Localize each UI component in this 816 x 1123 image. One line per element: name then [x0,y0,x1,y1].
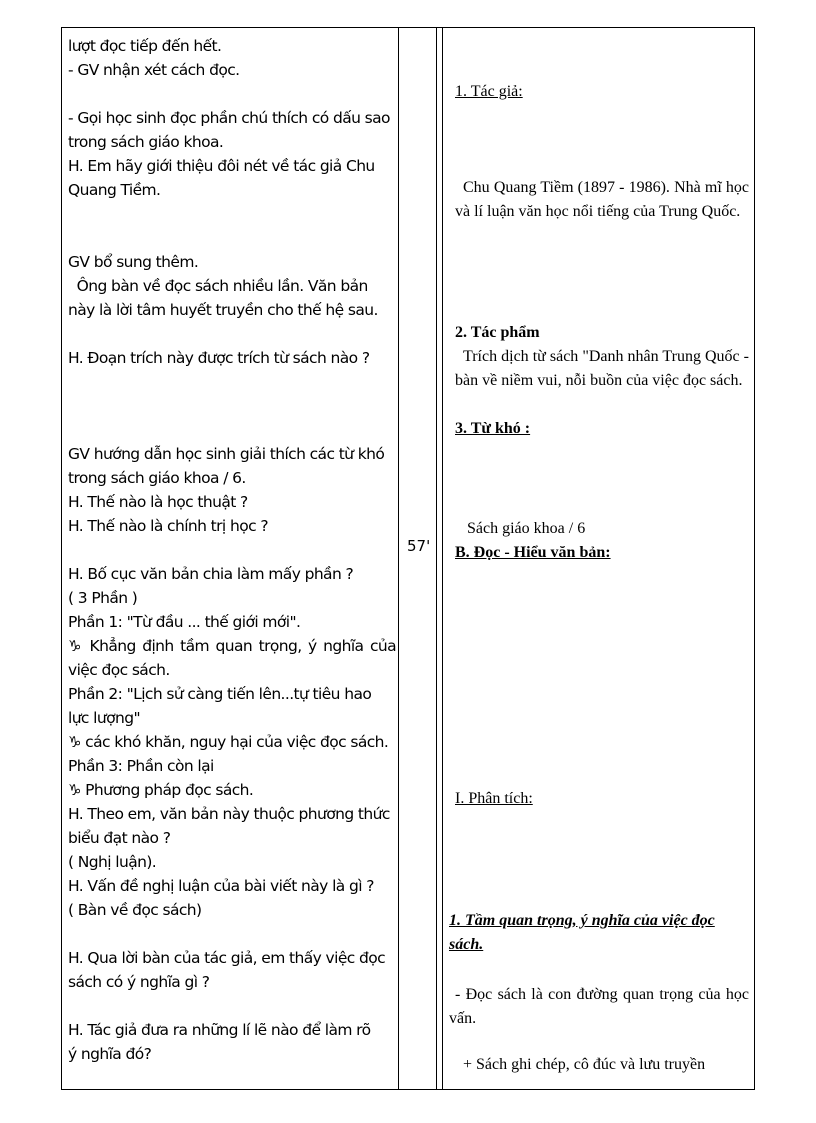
text-line: H. Bố cục văn bản chia làm mấy phần ? [68,565,354,583]
arrow-icon: ♑ [68,637,84,655]
text-line: GV bổ sung thêm. [68,253,199,271]
text-line: ( Nghị luận). [68,853,157,871]
text-line: - Gọi học sinh đọc phần chú thích có dấu sao [68,109,390,127]
heading-author: 1. Tác giả: [455,83,523,100]
text-line: H. Thế nào là học thuật ? [68,493,248,511]
heading-read: B. Đọc - Hiểu văn bản: [455,544,611,561]
text-line: H. Tác giả đưa ra những lí lẽ nào để làm rõ [68,1021,371,1039]
lesson-table [61,27,755,1090]
text-line: lực lượng" [68,709,140,727]
time-label: 57' [407,537,431,555]
text-line: này là lời tâm huyết truyền cho thế hệ sau. [68,301,378,319]
text-line: ♑ Phương pháp đọc sách. [68,781,254,799]
column-divider [398,28,399,1089]
column-divider [436,28,437,1089]
text-line: Quang Tiềm. [68,181,161,199]
text-line: Phần 2: "Lịch sử càng tiến lên...tự tiêu hao [68,685,372,703]
column-divider [442,28,443,1089]
text-line: H. Qua lời bàn của tác giả, em thấy việc đọc [68,949,386,967]
text-line: H. Thế nào là chính trị học ? [68,517,268,535]
text-line: H. Đoạn trích này được trích từ sách nào ? [68,349,370,367]
arrow-icon: ♑ [68,733,81,751]
text-line: H. Theo em, văn bản này thuộc phương thức [68,805,390,823]
text-line: trong sách giáo khoa / 6. [68,469,246,487]
work-text: Trích dịch từ sách "Danh nhân Trung Quốc - bàn về niềm vui, nỗi buồn của việc đọc sách. [455,348,749,389]
text-line: ( Bàn về đọc sách) [68,901,202,919]
text-line: sách có ý nghĩa gì ? [68,973,210,991]
paragraph: - Đọc sách là con đường quan trọng của học vấn. [449,986,749,1027]
text-line: biểu đạt nào ? [68,829,171,847]
content-column [449,28,755,1089]
text-line: Phần 3: Phần còn lại [68,757,214,775]
text-line: ♑ Khẳng định tầm quan trọng, ý nghĩa của việc đọc sách. [68,637,396,679]
text-line: lượt đọc tiếp đến hết. [68,37,222,55]
heading-analysis: I. Phân tích: [455,790,533,807]
paragraph: + Sách ghi chép, cô đúc và lưu truyền [463,1056,706,1073]
author-text: Chu Quang Tiềm (1897 - 1986). Nhà mĩ học và lí luận văn học nổi tiếng của Trung Quốc. [455,179,749,220]
text-line: ♑ các khó khăn, nguy hại của việc đọc sách. [68,733,389,751]
heading-importance: 1. Tầm quan trọng, ý nghĩa của việc đọc sách. [449,912,715,953]
arrow-icon: ♑ [68,781,81,799]
text-line: GV hướng dẫn học sinh giải thích các từ khó [68,445,385,463]
text-line: ( 3 Phần ) [68,589,138,607]
heading-words: 3. Từ khó : [455,420,531,437]
text-line: - GV nhận xét cách đọc. [68,61,240,79]
words-text: Sách giáo khoa / 6 [467,520,586,537]
text-line: H. Em hãy giới thiệu đôi nét về tác giả Chu [68,157,375,175]
text-line: Phần 1: "Từ đầu ... thế giới mới". [68,613,301,631]
text-line: Ông bàn về đọc sách nhiều lần. Văn bản [68,277,368,295]
activities-column [68,34,396,1066]
text-line: H. Vấn đề nghị luận của bài viết này là gì ? [68,877,374,895]
text-line: ý nghĩa đó? [68,1045,152,1063]
text-line: trong sách giáo khoa. [68,133,224,151]
heading-work: 2. Tác phẩm [455,324,540,341]
